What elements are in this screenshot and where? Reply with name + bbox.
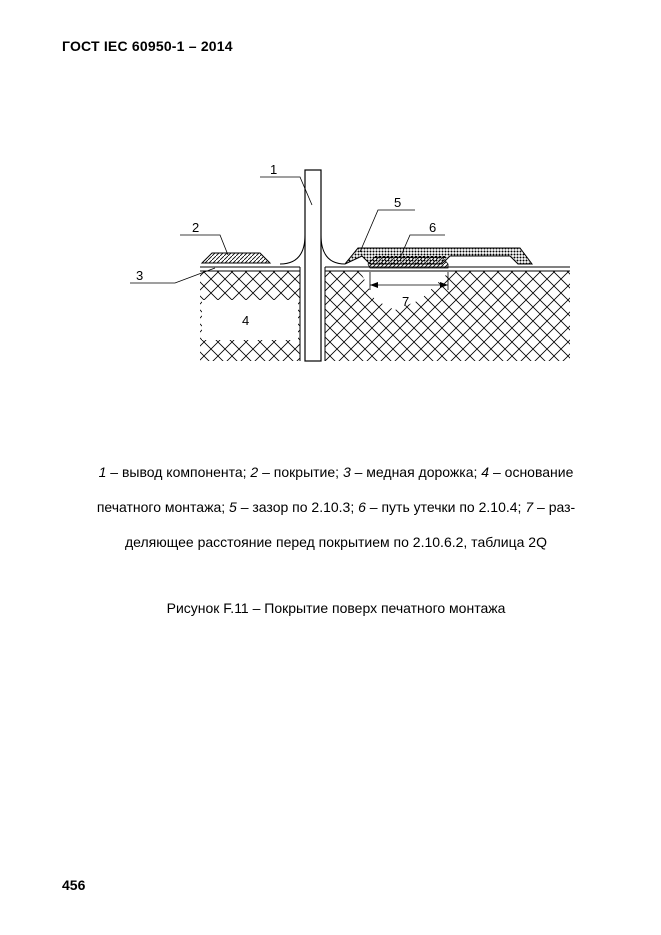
- coating-diagram-svg: [120, 160, 580, 380]
- legend-text-4: – основание: [489, 464, 574, 480]
- legend-line-1: [62, 455, 610, 490]
- legend-text-7: – раз-: [533, 499, 576, 515]
- legend-num-5: 5: [229, 499, 237, 515]
- legend-num-3: 3: [342, 464, 351, 480]
- label-6: 6: [429, 220, 437, 235]
- coating-diagram: [120, 160, 580, 380]
- legend-num-1: 1: [98, 464, 107, 480]
- label-7: 7: [402, 294, 410, 309]
- left-coating: [202, 253, 270, 263]
- leader-5: [360, 210, 415, 252]
- legend-num-2: 2: [250, 464, 259, 480]
- label-1: 1: [270, 162, 278, 177]
- board-base-left: [200, 271, 300, 361]
- legend-text-6: – путь утечки по 2.10.4;: [365, 499, 526, 515]
- legend-num-4: 4: [481, 464, 490, 480]
- legend-num-7: 7: [525, 499, 534, 515]
- figure-caption: Рисунок F.11 – Покрытие поверх печатного монтажа: [166, 600, 506, 616]
- page-number: 456: [62, 877, 86, 893]
- label-3: 3: [136, 268, 144, 283]
- legend-line-2: [62, 490, 610, 525]
- legend-text-5: – зазор по 2.10.3;: [236, 499, 359, 515]
- document-header: ГОСТ IEC 60950-1 – 2014: [62, 38, 233, 54]
- label-5: 5: [394, 195, 402, 210]
- legend-line2-prefix: печатного монтажа;: [96, 499, 230, 515]
- legend-text-2: – покрытие;: [258, 464, 343, 480]
- legend-text-3: – медная дорожка;: [350, 464, 482, 480]
- label-4: 4: [242, 313, 250, 328]
- legend-text-1: – вывод компонента;: [106, 464, 251, 480]
- figure-legend: [62, 455, 610, 560]
- legend-line-3: деляющее расстояние перед покрытием по 2.10.6.2, таблица 2Q: [125, 534, 547, 550]
- right-coating: [345, 248, 532, 268]
- label-2: 2: [192, 220, 200, 235]
- board-base-right: [325, 271, 570, 361]
- leader-1: [260, 177, 312, 205]
- leader-2: [180, 235, 228, 255]
- legend-num-6: 6: [358, 499, 366, 515]
